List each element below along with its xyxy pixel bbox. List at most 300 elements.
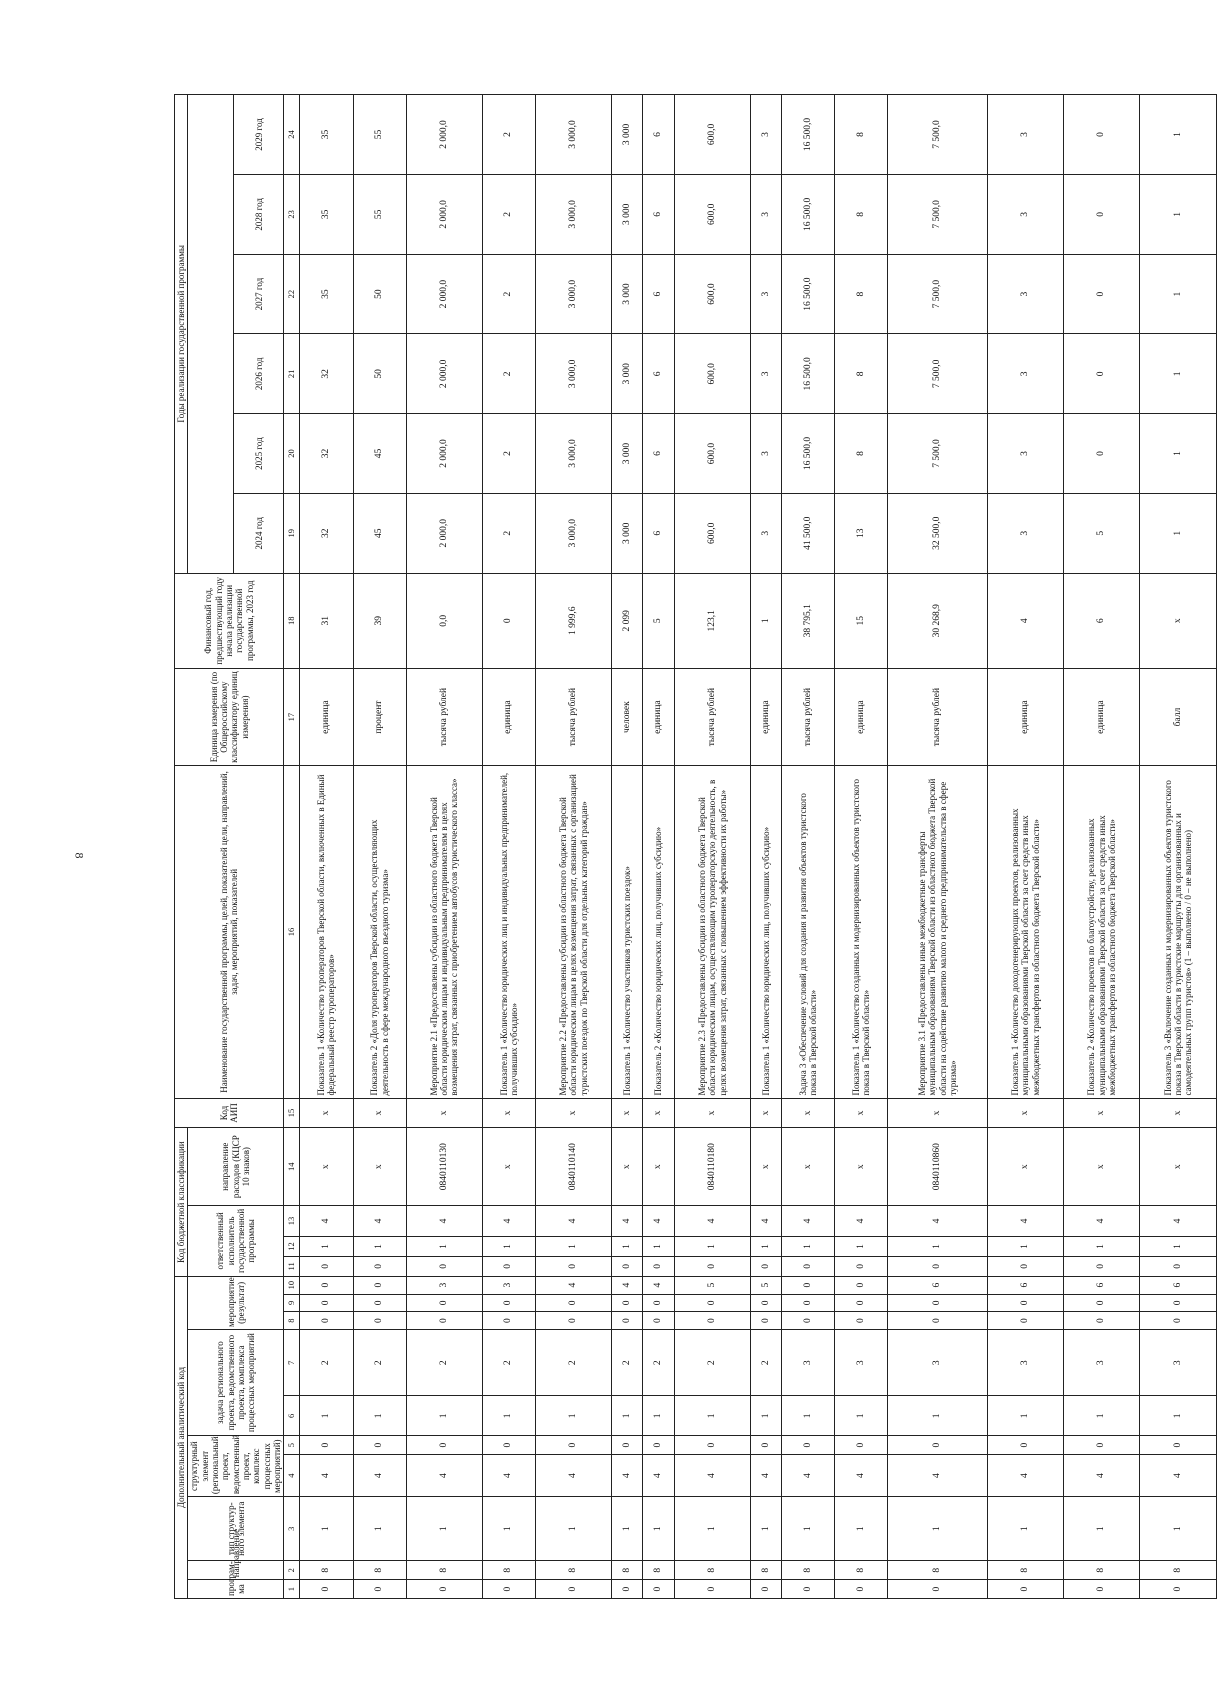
code-cell: x <box>987 1128 1063 1206</box>
code-cell: 1 <box>674 1396 750 1436</box>
header-fin-year: Финансовый год, предшествующий году начала реализации государственной программы, 2023 год <box>175 573 284 668</box>
code-cell: 8 <box>643 1561 674 1580</box>
column-number: 11 <box>284 1256 300 1276</box>
code-cell: 1 <box>987 1497 1063 1561</box>
code-cell: x <box>750 1128 781 1206</box>
code-cell: 1 <box>536 1236 612 1256</box>
row-base-value: 1 999,6 <box>536 573 612 668</box>
row-name: Мероприятие 2.3 «Предоставлены субсидии из областного бюджета Тверской области юридическим лицам, осуществляющим туроператорскую деятельность, в целях возмещения затрат, связанных с повышением эффективности их работы» <box>674 766 750 1098</box>
code-cell: 0 <box>1064 1312 1140 1330</box>
code-cell: 0 <box>643 1256 674 1276</box>
code-cell: 0 <box>674 1294 750 1312</box>
column-number: 9 <box>284 1294 300 1312</box>
column-number: 2 <box>284 1561 300 1580</box>
row-year-value: 6 <box>643 174 674 254</box>
row-year-value: 7 500,0 <box>888 95 987 175</box>
code-cell: 1 <box>612 1497 643 1561</box>
row-year-value: 600,0 <box>674 334 750 414</box>
header-name: Наименование государственной программы, целей, показателей цели, направлений, задач, мероприятий, показателей <box>175 766 284 1098</box>
row-year-value: 3 000 <box>612 95 643 175</box>
row-year-value: 2 <box>482 493 535 573</box>
code-cell: 1 <box>353 1396 406 1436</box>
column-number: 22 <box>284 254 300 334</box>
row-year-value: 2 000,0 <box>406 174 482 254</box>
code-cell: x <box>750 1098 781 1128</box>
row-year-value: 0 <box>1064 334 1140 414</box>
header-years-spacer <box>188 95 234 574</box>
row-unit: тысяча рублей <box>888 668 987 765</box>
header-zadacha: задача регионального проекта, ведомственного проекта, комплекса процессных мероприятий <box>188 1329 284 1435</box>
code-cell: 0 <box>888 1436 987 1455</box>
code-cell: 1 <box>612 1236 643 1256</box>
row-unit: единица <box>643 668 674 765</box>
code-cell: 0 <box>643 1312 674 1330</box>
code-cell: 0 <box>1064 1256 1140 1276</box>
code-cell: 4 <box>888 1205 987 1236</box>
code-cell: 0 <box>300 1256 353 1276</box>
code-cell: 1 <box>674 1236 750 1256</box>
program-table <box>174 94 1217 1599</box>
code-cell: 4 <box>643 1455 674 1497</box>
row-year-value: 55 <box>353 174 406 254</box>
code-cell: 6 <box>888 1276 987 1294</box>
header-meropriyatie: мероприятие (результат) <box>188 1276 284 1329</box>
code-cell: 1 <box>353 1497 406 1561</box>
code-cell: 1 <box>406 1396 482 1436</box>
code-cell: 1 <box>835 1497 888 1561</box>
code-cell: x <box>612 1098 643 1128</box>
code-cell: 0 <box>536 1294 612 1312</box>
code-cell: 0 <box>987 1580 1063 1599</box>
column-number: 10 <box>284 1276 300 1294</box>
row-base-value: 0,0 <box>406 573 482 668</box>
table-row <box>750 95 781 1599</box>
row-name: Показатель 2 «Доля туроператоров Тверской области, осуществляющих деятельность в сфере международного въездного туризма» <box>353 766 406 1098</box>
code-cell: 0 <box>750 1256 781 1276</box>
code-cell: 0 <box>482 1294 535 1312</box>
code-cell: 0 <box>406 1436 482 1455</box>
row-year-value: 16 500,0 <box>782 254 835 334</box>
code-cell: 1 <box>782 1396 835 1436</box>
row-year-value: 50 <box>353 254 406 334</box>
code-cell: 0 <box>482 1580 535 1599</box>
row-year-value: 16 500,0 <box>782 174 835 254</box>
code-cell: 0 <box>888 1256 987 1276</box>
code-cell: x <box>782 1098 835 1128</box>
row-year-value: 1 <box>1140 414 1216 494</box>
table-row <box>1064 95 1140 1599</box>
code-cell: 1 <box>888 1236 987 1256</box>
code-cell: 1 <box>782 1497 835 1561</box>
code-cell: 0 <box>888 1294 987 1312</box>
row-unit: тысяча рублей <box>536 668 612 765</box>
row-year-value: 3 <box>750 334 781 414</box>
code-cell: 8 <box>987 1561 1063 1580</box>
code-cell: x <box>643 1098 674 1128</box>
column-number: 13 <box>284 1205 300 1236</box>
row-year-value: 7 500,0 <box>888 254 987 334</box>
row-base-value: 5 <box>643 573 674 668</box>
table-row <box>482 95 535 1599</box>
row-unit: единица <box>300 668 353 765</box>
code-cell: 1 <box>612 1396 643 1436</box>
row-year-value: 7 500,0 <box>888 334 987 414</box>
row-year-value: 600,0 <box>674 493 750 573</box>
header-year: 2025 год <box>234 414 284 494</box>
code-cell: 0 <box>406 1294 482 1312</box>
code-cell: 0 <box>353 1294 406 1312</box>
row-base-value: 38 795,1 <box>782 573 835 668</box>
row-base-value: 123,1 <box>674 573 750 668</box>
code-cell: 4 <box>987 1455 1063 1497</box>
column-number: 1 <box>284 1580 300 1599</box>
header-napravlenie: направление <box>188 1561 284 1580</box>
code-cell: 0 <box>835 1436 888 1455</box>
row-unit: тысяча рублей <box>406 668 482 765</box>
code-cell: 2 <box>353 1329 406 1395</box>
code-cell: 0 <box>888 1580 987 1599</box>
code-cell: 0 <box>835 1312 888 1330</box>
code-cell: 1 <box>406 1236 482 1256</box>
code-cell: 2 <box>750 1329 781 1395</box>
code-cell: 1 <box>406 1497 482 1561</box>
row-year-value: 3 000,0 <box>536 414 612 494</box>
code-cell: 0 <box>782 1294 835 1312</box>
row-year-value: 3 <box>750 493 781 573</box>
code-cell: 1 <box>835 1396 888 1436</box>
row-year-value: 2 <box>482 254 535 334</box>
code-cell: 1 <box>750 1396 781 1436</box>
code-cell: 0840110860 <box>888 1128 987 1206</box>
row-year-value: 16 500,0 <box>782 334 835 414</box>
code-cell: 4 <box>612 1455 643 1497</box>
code-cell: 1 <box>643 1236 674 1256</box>
code-cell: 4 <box>300 1455 353 1497</box>
code-cell: 8 <box>888 1561 987 1580</box>
column-number: 5 <box>284 1436 300 1455</box>
header-ispolnitel: ответственный исполнитель государственной программы <box>188 1205 284 1276</box>
column-numbers-row <box>284 95 300 1599</box>
header-rashody: направление расходов (КЦСР 10 знаков) <box>188 1128 284 1206</box>
row-base-value: 6 <box>1064 573 1140 668</box>
code-cell: 2 <box>536 1329 612 1395</box>
header-years-group: Годы реализации государственной программы <box>175 95 188 574</box>
row-year-value: 35 <box>300 254 353 334</box>
code-cell: 1 <box>750 1497 781 1561</box>
header-year: 2026 год <box>234 334 284 414</box>
table-row <box>987 95 1063 1599</box>
row-name: Мероприятие 2.1 «Предоставлены субсидии из областного бюджета Тверской области юридическим лицам и индивидуальным предпринимателям в целях возмещения затрат, связанных с приобретением автобусов туристического класса» <box>406 766 482 1098</box>
code-cell: x <box>1064 1128 1140 1206</box>
code-cell: 5 <box>674 1276 750 1294</box>
code-cell: 0 <box>835 1276 888 1294</box>
row-year-value: 50 <box>353 334 406 414</box>
row-year-value: 2 000,0 <box>406 493 482 573</box>
code-cell: 0 <box>987 1312 1063 1330</box>
code-cell: 4 <box>835 1455 888 1497</box>
code-cell: 1 <box>643 1497 674 1561</box>
row-year-value: 35 <box>300 174 353 254</box>
code-cell: 1 <box>750 1236 781 1256</box>
row-unit: единица <box>835 668 888 765</box>
row-unit: балл <box>1140 668 1216 765</box>
code-cell: 0 <box>674 1256 750 1276</box>
row-unit: единица <box>1064 668 1140 765</box>
code-cell: 1 <box>782 1236 835 1256</box>
code-cell: 3 <box>1064 1329 1140 1395</box>
code-cell: 4 <box>643 1205 674 1236</box>
code-cell: 3 <box>987 1329 1063 1395</box>
code-cell: 8 <box>1064 1561 1140 1580</box>
row-base-value: 1 <box>750 573 781 668</box>
code-cell: 0 <box>1140 1312 1216 1330</box>
code-cell: 0 <box>406 1580 482 1599</box>
code-cell: 4 <box>987 1205 1063 1236</box>
code-cell: 3 <box>482 1276 535 1294</box>
column-number: 15 <box>284 1098 300 1128</box>
code-cell: 0 <box>987 1256 1063 1276</box>
code-cell: 6 <box>1064 1276 1140 1294</box>
code-cell: 8 <box>835 1561 888 1580</box>
code-cell: x <box>300 1128 353 1206</box>
code-cell: 4 <box>612 1276 643 1294</box>
row-year-value: 16 500,0 <box>782 95 835 175</box>
row-year-value: 35 <box>300 95 353 175</box>
code-cell: 0 <box>835 1580 888 1599</box>
code-cell: 8 <box>674 1561 750 1580</box>
row-year-value: 2 000,0 <box>406 414 482 494</box>
code-cell: x <box>888 1098 987 1128</box>
column-number: 3 <box>284 1497 300 1561</box>
code-cell: 0 <box>1064 1580 1140 1599</box>
code-cell: x <box>612 1128 643 1206</box>
code-cell: 0840110180 <box>674 1128 750 1206</box>
code-cell: 8 <box>750 1561 781 1580</box>
code-cell: 4 <box>750 1205 781 1236</box>
row-year-value: 8 <box>835 95 888 175</box>
code-cell: 0 <box>643 1436 674 1455</box>
row-year-value: 8 <box>835 174 888 254</box>
row-year-value: 3 <box>987 254 1063 334</box>
row-year-value: 13 <box>835 493 888 573</box>
code-cell: 0 <box>987 1436 1063 1455</box>
table-row <box>782 95 835 1599</box>
code-cell: 1 <box>1064 1396 1140 1436</box>
column-number: 20 <box>284 414 300 494</box>
row-year-value: 3 <box>987 95 1063 175</box>
header-unit: Единица измерения (по Общероссийскому классификатору единиц измерения) <box>175 668 284 765</box>
code-cell: 1 <box>674 1497 750 1561</box>
code-cell: x <box>674 1098 750 1128</box>
row-base-value: 4 <box>987 573 1063 668</box>
row-year-value: 6 <box>643 254 674 334</box>
code-cell: 0 <box>482 1256 535 1276</box>
page-number: 8 <box>72 852 87 859</box>
code-cell: 1 <box>987 1396 1063 1436</box>
row-year-value: 2 <box>482 174 535 254</box>
code-cell: 1 <box>300 1396 353 1436</box>
table-row <box>353 95 406 1599</box>
row-year-value: 41 500,0 <box>782 493 835 573</box>
code-cell: x <box>835 1128 888 1206</box>
code-cell: 8 <box>406 1561 482 1580</box>
code-cell: 1 <box>482 1497 535 1561</box>
code-cell: 1 <box>888 1497 987 1561</box>
table-row <box>888 95 987 1599</box>
code-cell: 0 <box>1140 1436 1216 1455</box>
column-number: 4 <box>284 1455 300 1497</box>
row-year-value: 3 000 <box>612 414 643 494</box>
code-cell: 6 <box>1140 1276 1216 1294</box>
row-year-value: 3 000 <box>612 174 643 254</box>
code-cell: 0 <box>674 1580 750 1599</box>
code-cell: 5 <box>750 1276 781 1294</box>
row-year-value: 1 <box>1140 95 1216 175</box>
row-base-value: x <box>1140 573 1216 668</box>
code-cell: 0 <box>300 1580 353 1599</box>
code-cell: 4 <box>353 1455 406 1497</box>
rotated-table-wrapper <box>174 94 1194 1599</box>
row-base-value: 0 <box>482 573 535 668</box>
code-cell: 0 <box>406 1256 482 1276</box>
code-cell: 8 <box>1140 1561 1216 1580</box>
code-cell: 0 <box>300 1312 353 1330</box>
row-year-value: 2 000,0 <box>406 254 482 334</box>
code-cell: 4 <box>536 1276 612 1294</box>
row-year-value: 6 <box>643 493 674 573</box>
code-cell: 1 <box>835 1236 888 1256</box>
column-number: 7 <box>284 1329 300 1395</box>
code-cell: 0 <box>782 1312 835 1330</box>
row-year-value: 3 000,0 <box>536 174 612 254</box>
code-cell: 0 <box>353 1256 406 1276</box>
code-cell: 8 <box>612 1561 643 1580</box>
code-cell: 0 <box>353 1436 406 1455</box>
row-name: Показатель 1 «Количество созданных и модернизированных объектов туристского показа в Тверской области» <box>835 766 888 1098</box>
row-year-value: 0 <box>1064 414 1140 494</box>
code-cell: 1 <box>482 1236 535 1256</box>
row-name: Показатель 1 «Количество юридических лиц, получивших субсидию» <box>750 766 781 1098</box>
code-cell: 0 <box>835 1294 888 1312</box>
column-number: 17 <box>284 668 300 765</box>
code-cell: 0 <box>536 1312 612 1330</box>
code-cell: 4 <box>1140 1455 1216 1497</box>
row-year-value: 1 <box>1140 254 1216 334</box>
row-year-value: 2 <box>482 334 535 414</box>
code-cell: 0 <box>643 1294 674 1312</box>
row-base-value: 39 <box>353 573 406 668</box>
header-kod-ait: Код АИП <box>175 1098 284 1128</box>
code-cell: 1 <box>643 1396 674 1436</box>
row-year-value: 3 <box>987 334 1063 414</box>
code-cell: 0 <box>612 1580 643 1599</box>
code-cell: 4 <box>674 1455 750 1497</box>
code-cell: 0 <box>482 1312 535 1330</box>
code-cell: 2 <box>300 1329 353 1395</box>
code-cell: 1 <box>888 1396 987 1436</box>
column-number: 23 <box>284 174 300 254</box>
code-cell: x <box>482 1098 535 1128</box>
code-cell: 4 <box>782 1205 835 1236</box>
code-cell: 0 <box>353 1276 406 1294</box>
code-cell: x <box>406 1098 482 1128</box>
code-cell: 4 <box>643 1276 674 1294</box>
code-cell: 4 <box>406 1455 482 1497</box>
code-cell: 4 <box>300 1205 353 1236</box>
row-name: Показатель 1 «Количество доходогенерирующих проектов, реализованных муниципальными образованиями Тверской области за счет средств иных межбюджетных трансфертов из областного бюджета Тверской области» <box>987 766 1063 1098</box>
code-cell: 8 <box>353 1561 406 1580</box>
code-cell: 0 <box>353 1312 406 1330</box>
column-number: 19 <box>284 493 300 573</box>
header-programma: програм-ма <box>188 1580 284 1599</box>
column-number: 24 <box>284 95 300 175</box>
row-unit: процент <box>353 668 406 765</box>
code-cell: 1 <box>300 1497 353 1561</box>
code-cell: 1 <box>987 1236 1063 1256</box>
row-year-value: 3 000 <box>612 254 643 334</box>
code-cell: 1 <box>482 1396 535 1436</box>
code-cell: 4 <box>482 1205 535 1236</box>
code-cell: 1 <box>536 1396 612 1436</box>
row-year-value: 32 500,0 <box>888 493 987 573</box>
row-name: Показатель 1 «Количество туроператоров Тверской области, включенных в Единый федеральный реестр туроператоров» <box>300 766 353 1098</box>
code-cell: 0 <box>835 1256 888 1276</box>
code-cell: 4 <box>1064 1205 1140 1236</box>
code-cell: 0 <box>612 1312 643 1330</box>
row-year-value: 3 <box>750 254 781 334</box>
row-year-value: 6 <box>643 334 674 414</box>
code-cell: 0 <box>612 1256 643 1276</box>
row-year-value: 2 <box>482 414 535 494</box>
code-cell: 0 <box>782 1436 835 1455</box>
code-cell: 0 <box>750 1294 781 1312</box>
code-cell: 4 <box>835 1205 888 1236</box>
row-unit: тысяча рублей <box>674 668 750 765</box>
code-cell: 8 <box>300 1561 353 1580</box>
code-cell: x <box>353 1128 406 1206</box>
table-row <box>300 95 353 1599</box>
row-year-value: 600,0 <box>674 174 750 254</box>
code-cell: 0 <box>612 1436 643 1455</box>
code-cell: 0 <box>536 1580 612 1599</box>
row-year-value: 0 <box>1064 254 1140 334</box>
code-cell: 0840110140 <box>536 1128 612 1206</box>
row-year-value: 7 500,0 <box>888 414 987 494</box>
code-cell: 1 <box>1064 1236 1140 1256</box>
code-cell: 2 <box>674 1329 750 1395</box>
code-cell: 4 <box>1064 1455 1140 1497</box>
table-header <box>175 95 284 1599</box>
code-cell: 0 <box>482 1436 535 1455</box>
code-cell: 3 <box>406 1276 482 1294</box>
code-cell: 1 <box>300 1236 353 1256</box>
row-year-value: 32 <box>300 493 353 573</box>
code-cell: 0 <box>300 1276 353 1294</box>
row-year-value: 2 <box>482 95 535 175</box>
code-cell: 3 <box>782 1329 835 1395</box>
code-cell: 0 <box>674 1312 750 1330</box>
code-cell: 4 <box>674 1205 750 1236</box>
code-cell: x <box>1140 1098 1216 1128</box>
row-base-value: 2 099 <box>612 573 643 668</box>
code-cell: 0 <box>987 1294 1063 1312</box>
header-dop-code: Дополнительный аналитический код <box>175 1276 188 1598</box>
header-year: 2028 год <box>234 174 284 254</box>
code-cell: 3 <box>1140 1329 1216 1395</box>
code-cell: 0 <box>750 1312 781 1330</box>
code-cell: 0 <box>536 1256 612 1276</box>
row-name: Мероприятие 3.1 «Предоставлены иные межбюджетные трансферты муниципальным образованиям Тверской области из областного бюджета Тверской области на содействие развитию малого и среднего предпринимательства в сфере туризма» <box>888 766 987 1098</box>
